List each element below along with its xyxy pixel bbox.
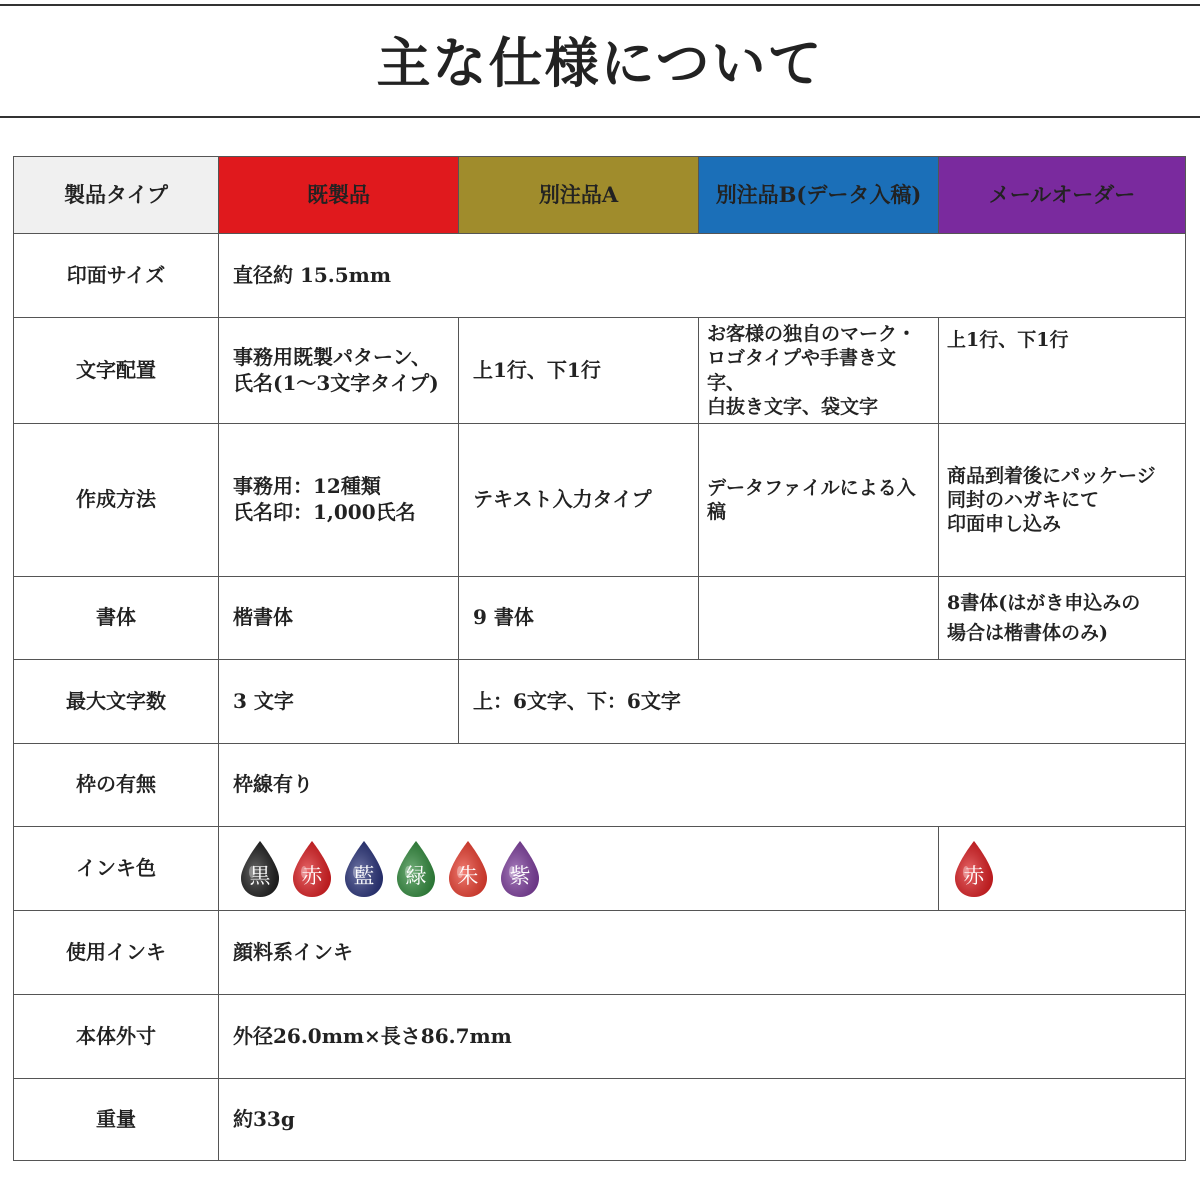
row-weight: [14, 1079, 1186, 1161]
text-line: ロゴタイプや手書き文字、: [707, 347, 897, 394]
frame-value: 枠線有り: [219, 744, 1186, 827]
page-title: 主な仕様について: [376, 31, 824, 95]
layout-custom-a: 上1行、下1行: [459, 318, 699, 424]
ink-drop-icon: [949, 839, 999, 899]
ink-drop-icon: [495, 839, 545, 899]
text-line: 印面申し込み: [947, 513, 1062, 536]
typeface-custom-b: [699, 577, 939, 660]
layout-ready: [219, 318, 459, 424]
typeface-ready: 楷書体: [219, 577, 459, 660]
header-row: [14, 157, 1186, 234]
row-label: インキ色: [14, 827, 219, 911]
ink-drop-group: [235, 839, 924, 899]
text-line: お客様の独自のマーク・: [707, 322, 917, 345]
typeface-custom-a: 9 書体: [459, 577, 699, 660]
ink-color-char: 藍: [353, 863, 375, 888]
row-layout: [14, 318, 1186, 424]
text-line: 場合は楷書体のみ): [947, 622, 1108, 644]
row-label: 印面サイズ: [14, 234, 219, 318]
ink-color-char: 紫: [509, 863, 531, 888]
ink-color-char: 赤: [963, 863, 985, 888]
row-ink-type: [14, 911, 1186, 995]
header-custom-b: 別注品B(データ入稿): [699, 157, 939, 234]
header-mail-order: メールオーダー: [939, 157, 1186, 234]
typeface-mail: [939, 577, 1186, 660]
text-line: 8書体(はがき申込みの: [947, 591, 1141, 614]
row-label: 使用インキ: [14, 911, 219, 995]
ink-color-options: [219, 827, 939, 911]
row-typeface: [14, 577, 1186, 660]
print-size-value: 直径約 15.5mm: [219, 234, 1186, 318]
text-line: 白抜き文字、袋文字: [707, 395, 879, 418]
max-chars-ready: 3 文字: [219, 660, 459, 744]
row-dimensions: [14, 995, 1186, 1079]
row-frame: [14, 744, 1186, 827]
text-line: 商品到着後にパッケージ: [947, 464, 1156, 487]
ink-drop-icon: [443, 839, 493, 899]
row-method: [14, 424, 1186, 577]
ink-color-char: 緑: [405, 863, 427, 888]
ink-color-char: 朱: [457, 863, 479, 888]
row-label: 最大文字数: [14, 660, 219, 744]
text-line: 事務用既製パターン、: [233, 344, 431, 369]
dimensions-value: 外径26.0mm×長さ86.7mm: [219, 995, 1186, 1079]
ink-drop-icon: [235, 839, 285, 899]
title-divider: [0, 116, 1200, 118]
ink-color-char: 黒: [249, 863, 271, 888]
layout-mail: 上1行、下1行: [939, 318, 1186, 424]
method-ready: [219, 424, 459, 577]
row-ink-color: [14, 827, 1186, 911]
header-ready-made: 既製品: [219, 157, 459, 234]
header-custom-a: 別注品A: [459, 157, 699, 234]
header-product-type-label: 製品タイプ: [14, 157, 219, 234]
text-line: 氏名印：1,000氏名: [233, 500, 416, 524]
row-label: 本体外寸: [14, 995, 219, 1079]
ink-drop-icon: [391, 839, 441, 899]
row-max-chars: [14, 660, 1186, 744]
text-line: 事務用：12種類: [233, 474, 381, 499]
max-chars-custom: 上：6文字、下：6文字: [459, 660, 1186, 744]
ink-drop-group: [949, 839, 1171, 899]
ink-color-mail: [939, 827, 1186, 911]
row-label: 重量: [14, 1079, 219, 1161]
row-label: 枠の有無: [14, 744, 219, 827]
row-label: 作成方法: [14, 424, 219, 577]
row-print-size: [14, 234, 1186, 318]
text-line: 氏名(1〜3文字タイプ): [233, 370, 439, 395]
method-mail: [939, 424, 1186, 577]
ink-drop-icon: [339, 839, 389, 899]
layout-custom-b: [699, 318, 939, 424]
weight-value: 約33g: [219, 1079, 1186, 1161]
spec-table: [13, 156, 1186, 1161]
method-custom-b: データファイルによる入稿: [699, 424, 939, 577]
row-label: 文字配置: [14, 318, 219, 424]
text-line: 同封のハガキにて: [947, 488, 1100, 511]
method-custom-a: テキスト入力タイプ: [459, 424, 699, 577]
ink-type-value: 顔料系インキ: [219, 911, 1186, 995]
ink-color-char: 赤: [301, 863, 323, 888]
ink-drop-icon: [287, 839, 337, 899]
row-label: 書体: [14, 577, 219, 660]
top-divider: [0, 4, 1200, 6]
